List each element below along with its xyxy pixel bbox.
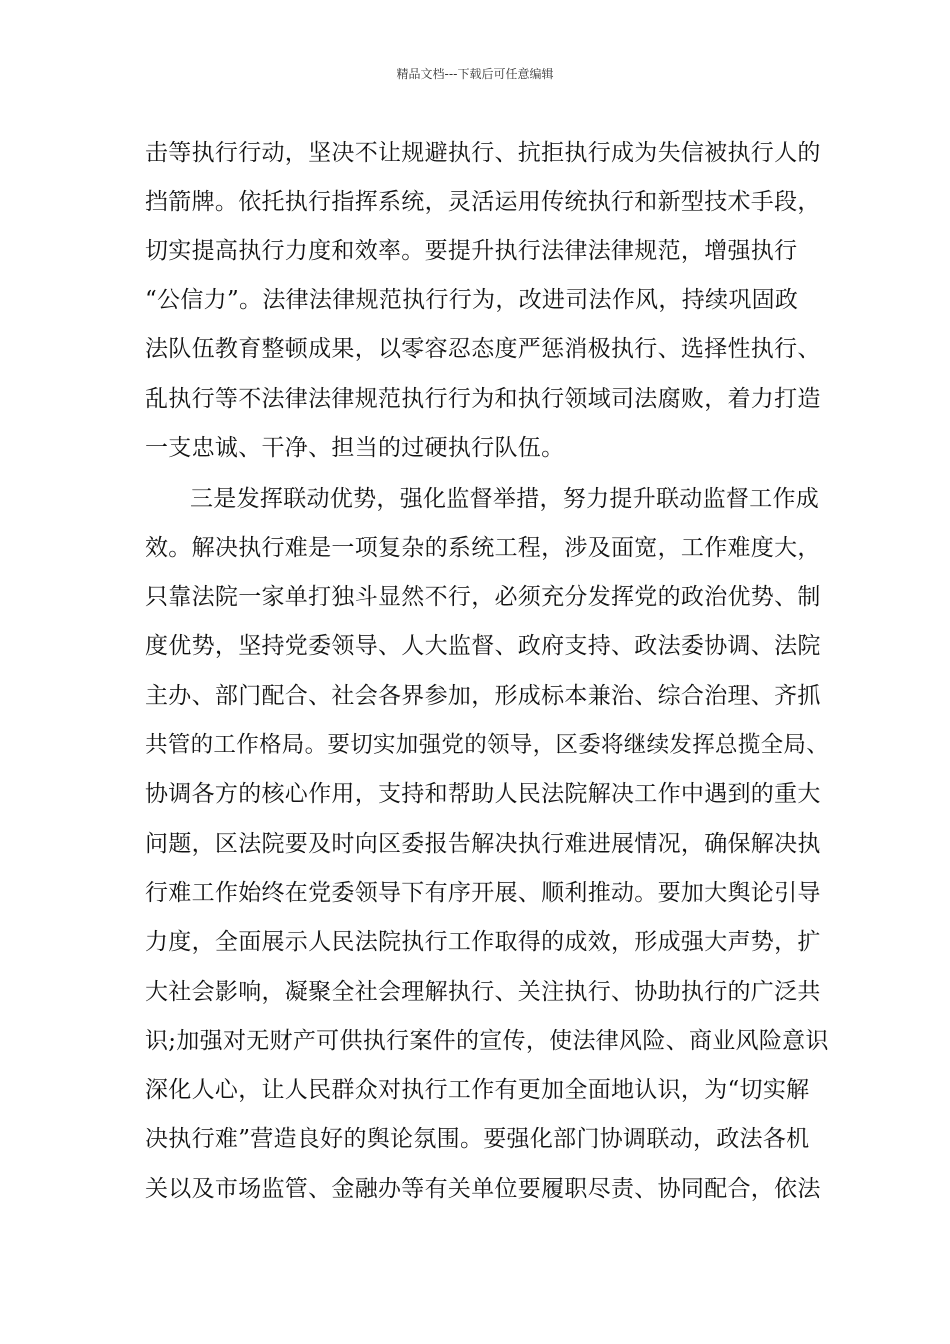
- text-line: 度优势，坚持党委领导、人大监督、政府支持、政法委协调、法院: [145, 633, 821, 659]
- text-line: 法队伍教育整顿成果，以零容忍态度严惩消极执行、选择性执行、: [145, 336, 821, 362]
- page-header: 精品文档---下载后可任意编辑: [396, 67, 554, 81]
- text-line: 关以及市场监管、金融办等有关单位要履职尽责、协同配合，依法: [145, 1176, 821, 1202]
- text-line: 共管的工作格局。要切实加强党的领导，区委将继续发挥总揽全局、: [145, 732, 830, 758]
- text-line: 问题，区法院要及时向区委报告解决执行难进展情况，确保解决执: [145, 831, 821, 857]
- paragraph-first-line: 三是发挥联动优势，强化监督举措，努力提升联动监督工作成: [190, 486, 820, 512]
- text-line: 击等执行行动，坚决不让规避执行、抗拒执行成为失信被执行人的: [145, 140, 821, 166]
- text-line: 一支忠诚、干净、担当的过硬执行队伍。: [145, 435, 565, 461]
- text-line: 识;加强对无财产可供执行案件的宣传，使法律风险、商业风险意识: [145, 1028, 829, 1054]
- text-line: 深化人心，让人民群众对执行工作有更加全面地认识，为“切实解: [145, 1077, 810, 1103]
- text-line: 力度，全面展示人民法院执行工作取得的成效，形成强大声势，扩: [145, 929, 821, 955]
- text-line: 挡箭牌。依托执行指挥系统，灵活运用传统执行和新型技术手段，: [145, 189, 821, 215]
- text-line: 主办、部门配合、社会各界参加，形成标本兼治、综合治理、齐抓: [145, 683, 821, 709]
- text-line: 决执行难”营造良好的舆论氛围。要强化部门协调联动，政法各机: [145, 1126, 810, 1152]
- text-line: 协调各方的核心作用，支持和帮助人民法院解决工作中遇到的重大: [145, 781, 821, 807]
- text-line: 切实提高执行力度和效率。要提升执行法律法律规范，增强执行: [145, 238, 798, 264]
- text-line: 只靠法院一家单打独斗显然不行，必须充分发挥党的政治优势、制: [145, 584, 821, 610]
- text-line: 效。解决执行难是一项复杂的系统工程，涉及面宽，工作难度大，: [145, 535, 821, 561]
- text-line: “公信力”。法律法律规范执行行为，改进司法作风，持续巩固政: [145, 287, 799, 313]
- text-line: 乱执行等不法律法律规范执行行为和执行领域司法腐败，着力打造: [145, 386, 821, 412]
- text-line: 大社会影响，凝聚全社会理解执行、关注执行、协助执行的广泛共: [145, 979, 821, 1005]
- text-line: 行难工作始终在党委领导下有序开展、顺利推动。要加大舆论引导: [145, 880, 821, 906]
